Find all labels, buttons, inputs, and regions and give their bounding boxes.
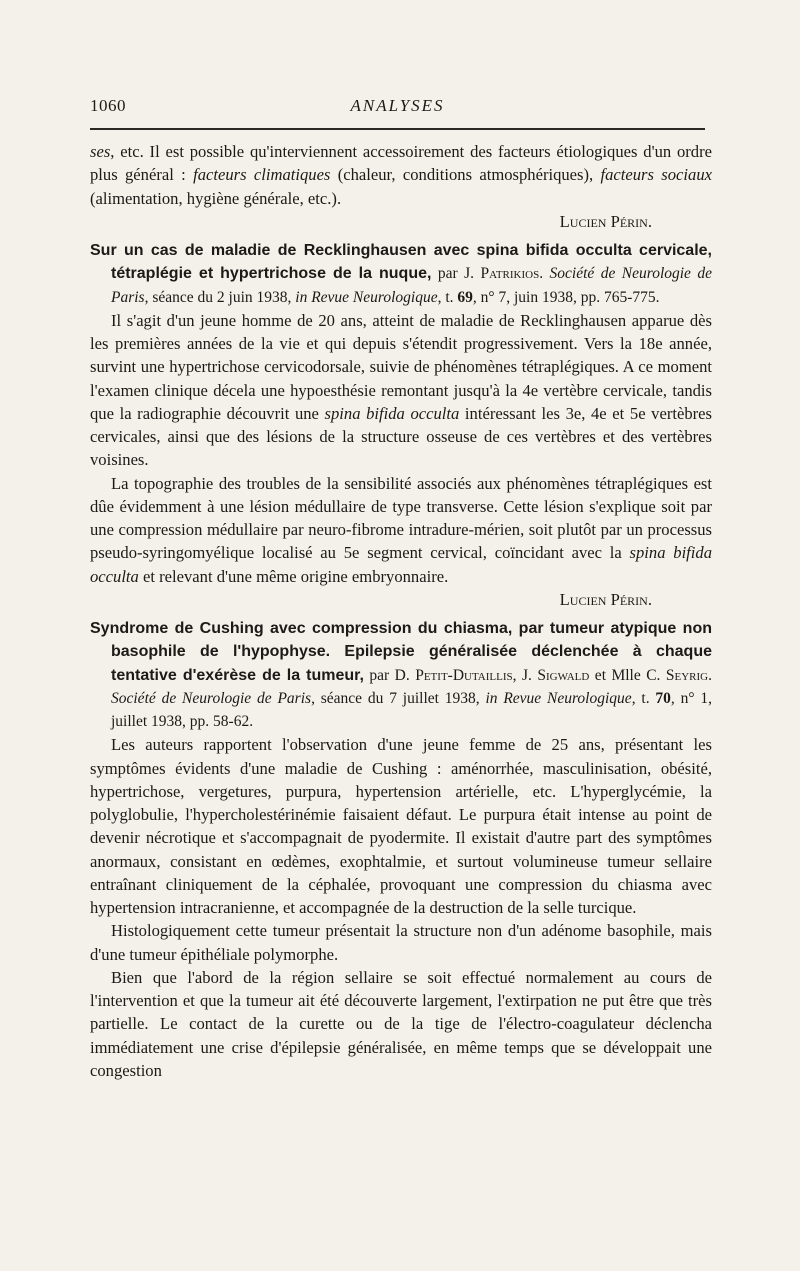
article1-author: Patrikios — [480, 265, 540, 283]
article2-author-1: Petit-Dutaillis — [415, 666, 513, 684]
article2-paragraph-3: Bien que l'abord de la région sellaire se soit effectué normalement au cours de l'intervention et que la tumeur ait été découverte largement, l'extirpation ne put être que très partielle. Le contact de la curette ou de la tige de l'électro-coagulateur déclencha immédiatement une crise d'épilepsie généralisée, en même temps que se développait une congestion — [90, 967, 712, 1080]
intro-signature — [90, 210, 712, 233]
article2-sep: . — [708, 666, 712, 684]
running-title: ANALYSES — [350, 96, 445, 115]
intro-italic-3: facteurs climatiques — [193, 165, 331, 185]
page-header — [90, 96, 705, 120]
article1-tome-prefix: , t. — [437, 288, 458, 306]
article1-title: Sur un cas de maladie de Recklinghausen avec spina bifida occulta cervicale, tétraplégie et hypertrichose de la nuque, — [90, 242, 712, 283]
article1-society: Société de Neurologie de Paris — [111, 265, 713, 306]
article1-p1c: intéressant les 3e, 4e et 5e vertèbres cervicales, ainsi que des lésions de la structure osseuse de ces vertèbres et des vertèbres voisines. — [90, 403, 712, 470]
article1-by: par J. — [431, 265, 481, 283]
signature-name: Lucien Périn. — [559, 589, 652, 609]
article1-paragraph-1 — [90, 309, 712, 472]
signature-name: Lucien Périn. — [559, 211, 652, 231]
header-rule — [90, 128, 705, 130]
article1-tome: 69 — [457, 288, 473, 306]
article2-author-2: Sigwald — [537, 666, 590, 684]
article1-heading — [90, 239, 712, 309]
article2-tome-prefix: , t. — [631, 689, 656, 707]
article2-title: Syndrome de Cushing avec compression du chiasma, par tumeur atypique non basophile de l'hypophyse. Epilepsie généralisée déclenchée à chaque tentative d'exérèse de la tumeur, — [90, 620, 712, 684]
intro-paragraph — [90, 140, 712, 210]
page-body — [90, 140, 712, 1082]
article1-issue: , n° 7, juin 1938, pp. 765-775. — [472, 288, 660, 306]
article1-session: , séance du 2 juin 1938, — [144, 288, 296, 306]
intro-italic-5: facteurs sociaux — [600, 165, 712, 185]
article2-paragraph-1: Les auteurs rapportent l'observation d'une jeune femme de 25 ans, présentant les symptômes évidents d'une maladie de Cushing : aménorrhée, masculinisation, obésité, hypertrichose, vergetures, purpura, hypertension artérielle, etc. L'hyperglycémie, la polyglobulie, l'hypercholestérinémie faisaient défaut. Le purpura était intense au point de devenir nécrotique et s'accompagnait de pyodermite. Il existait d'autre part des symptômes anormaux, consistant en œdèmes, exophtalmie, et surtout volumineuse tumeur sellaire entraînant cliniquement de la céphalée, provoquant une compression du chiasma avec hypertension intracranienne, et accompagnée de la destruction de la selle turcique. — [90, 735, 712, 917]
article2-heading — [90, 617, 712, 733]
article2-mid: , J. — [512, 666, 538, 684]
article2-paragraph-2: Histologiquement cette tumeur présentait la structure non d'un adénome basophile, mais d'une tumeur épithéliale polymorphe. — [90, 921, 712, 964]
article2-author-3: Seyrig — [665, 666, 709, 684]
article1-p1b: spina bifida occulta — [324, 403, 460, 423]
article1-signature — [90, 588, 712, 611]
article1-journal: in Revue Neurologique — [295, 288, 438, 306]
article2-society: Société de Neurologie de Paris — [111, 689, 312, 707]
article2-by: par D. — [363, 666, 416, 684]
page-number: 1060 — [90, 96, 126, 115]
article1-p2c: et relevant d'une même origine embryonnaire. — [138, 566, 449, 586]
article2-and: et Mlle C. — [589, 666, 666, 684]
article1-p1a: Il s'agit d'un jeune homme de 20 ans, atteint de maladie de Recklinghausen apparue dès les premières années de la vie et qui depuis s'étendit progressivement. Vers la 18e année, survint une hypertrichose cervicodorsale, suivie de phénomènes tétraplégiques. A ce moment l'examen clinique décela une hypoesthésie remontant jusqu'à la 4e vertèbre cervicale, tandis que la radiographie découvrit une — [90, 310, 712, 423]
intro-italic-1: ses — [90, 142, 111, 161]
article2-journal: in Revue Neurologique — [485, 689, 632, 707]
intro-text-2: , etc. Il est possible qu'interviennent accessoirement des facteurs étiologiques d'un ordre plus général : — [90, 142, 712, 185]
article1-p2a: La topographie des troubles de la sensibilité associés aux phénomènes tétraplégiques est dûe évidemment à une lésion médullaire de type transverse. Cette lésion s'explique soit par une compression médullaire par neuro-fibrome intradure-mérien, soit plutôt par un processus pseudo-syringomyélique localisé au 5e segment cervical, coïncidant avec la — [90, 473, 712, 563]
article1-sep: . — [539, 265, 550, 283]
article1-paragraph-2 — [90, 472, 712, 588]
article2-issue: , n° 1, juillet 1938, pp. 58-62. — [111, 689, 712, 730]
intro-text-4: (chaleur, conditions atmosphériques), — [330, 165, 601, 185]
article2-session: , séance du 7 juillet 1938, — [311, 689, 486, 707]
intro-text-6: (alimentation, hygiène générale, etc.). — [90, 188, 342, 208]
article2-tome: 70 — [655, 689, 671, 707]
article1-p2b: spina bifida occulta — [90, 543, 712, 586]
